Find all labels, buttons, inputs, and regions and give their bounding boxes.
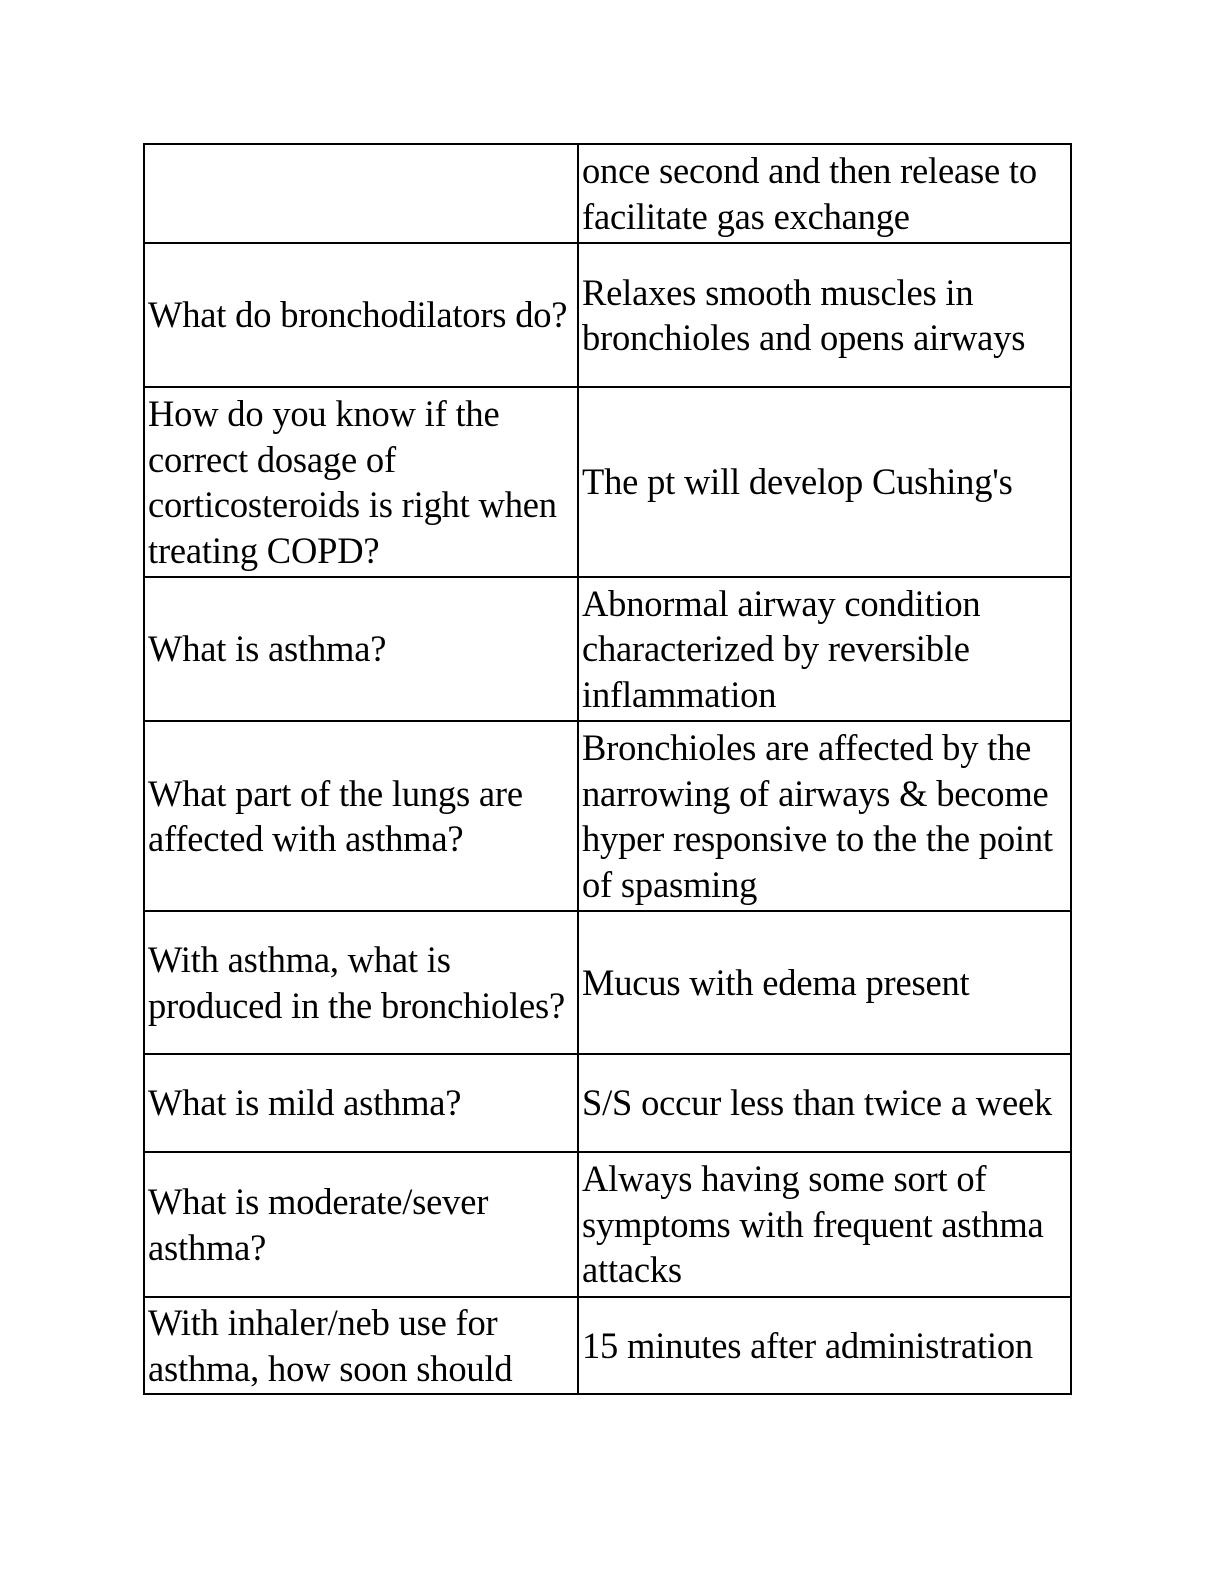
table-row <box>144 387 1071 577</box>
definition-cell: Bronchioles are affected by the narrowing of airways & become hyper responsive to the the point of spasming <box>578 721 1071 911</box>
table-row <box>144 144 1071 243</box>
definition-cell: The pt will develop Cushing's <box>578 387 1071 577</box>
term-cell <box>144 144 578 243</box>
definition-cell: Always having some sort of symptoms with frequent asthma attacks <box>578 1152 1071 1297</box>
term-cell: What is asthma? <box>144 577 578 721</box>
table-row <box>144 243 1071 387</box>
table-row <box>144 911 1071 1054</box>
term-cell: What do bronchodilators do? <box>144 243 578 387</box>
definition-cell: Mucus with edema present <box>578 911 1071 1054</box>
definition-cell: Relaxes smooth muscles in bronchioles and opens airways <box>578 243 1071 387</box>
table-row <box>144 577 1071 721</box>
flashcard-table-body <box>144 144 1071 1394</box>
term-cell: What is mild asthma? <box>144 1054 578 1152</box>
table-row <box>144 1297 1071 1394</box>
definition-cell: once second and then release to facilitate gas exchange <box>578 144 1071 243</box>
table-row <box>144 721 1071 911</box>
term-cell: With asthma, what is produced in the bronchioles? <box>144 911 578 1054</box>
definition-cell: S/S occur less than twice a week <box>578 1054 1071 1152</box>
definition-cell: Abnormal airway condition characterized by reversible inflammation <box>578 577 1071 721</box>
term-cell: How do you know if the correct dosage of corticosteroids is right when treating COPD? <box>144 387 578 577</box>
term-cell: With inhaler/neb use for asthma, how soon should <box>144 1297 578 1394</box>
term-cell: What part of the lungs are affected with asthma? <box>144 721 578 911</box>
table-row <box>144 1152 1071 1297</box>
table-row <box>144 1054 1071 1152</box>
term-cell: What is moderate/sever asthma? <box>144 1152 578 1297</box>
flashcard-table <box>143 143 1072 1395</box>
definition-cell: 15 minutes after administration <box>578 1297 1071 1394</box>
